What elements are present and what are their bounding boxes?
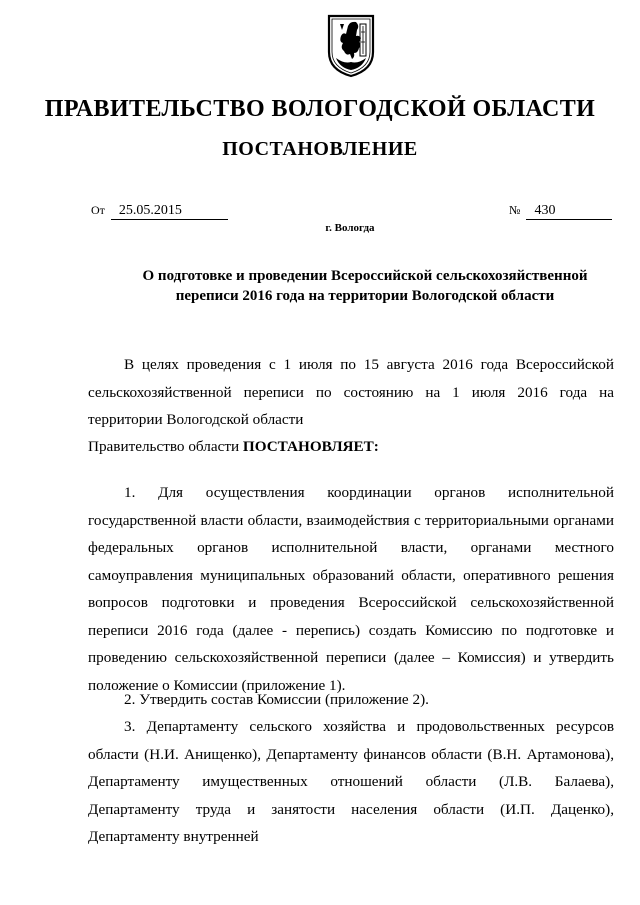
document-date-field [91,203,228,220]
document-type: ПОСТАНОВЛЕНИЕ [222,138,418,160]
document-number: 430 [526,203,612,220]
clause-3-text: 3. Департаменту сельского хозяйства и продовольственных ресурсов области (Н.И. Анищенко), Департаменту финансов области (В.Н. Артамонова), Департаменту имущественных отношений области (Л.В. Балаева), Департаменту труда и занятости населения области (И.П. Даценко), Департаменту внутренней [88,718,614,845]
resolve-word: ПОСТАНОВЛЯЕТ: [242,438,379,455]
subject-line-2: переписи 2016 года на территории Вологодской области [175,288,555,304]
clause-2-text: 2. Утвердить состав Комиссии (приложение 2). [124,691,429,708]
organization-title: ПРАВИТЕЛЬСТВО ВОЛОГОДСКОЙ ОБЛАСТИ [44,96,596,122]
clause-2 [88,686,614,714]
resolve-prefix: Правительство области [88,438,240,455]
clause-3 [88,713,614,851]
resolve-paragraph [88,433,614,461]
intro-paragraph [88,351,614,434]
date-prefix: От [91,203,105,217]
intro-text: В целях проведения с 1 июля по 15 августа 2016 года Всероссийской сельскохозяйственной переписи по состоянию на 1 июля 2016 года на территории Вологодской области [88,356,614,428]
subject-line-1: О подготовке и проведении Всероссийской сельскохозяйственной [142,268,588,284]
document-city: г. Вологда [325,222,375,234]
clause-1-text: 1. Для осуществления координации органов исполнительной государственной власти области, взаимодействия с территориальными органами федеральных органов исполнительной власти, органами местного самоуправления муниципальных образований области, оперативного решения вопросов подготовки и проведения Всероссийской сельскохозяйственной переписи 2016 года (далее - перепись) создать Комиссию по подготовке и проведению сельскохозяйственной переписи (далее – Комиссия) и утвердить положение о Комиссии (приложение 1). [88,484,614,694]
clause-1 [88,479,614,699]
number-prefix: № [509,203,521,217]
vologda-coat-of-arms-icon [326,12,376,78]
resolve-line [88,433,614,461]
document-number-field [509,203,612,220]
document-subject [90,266,640,306]
document-date: 25.05.2015 [111,203,228,220]
